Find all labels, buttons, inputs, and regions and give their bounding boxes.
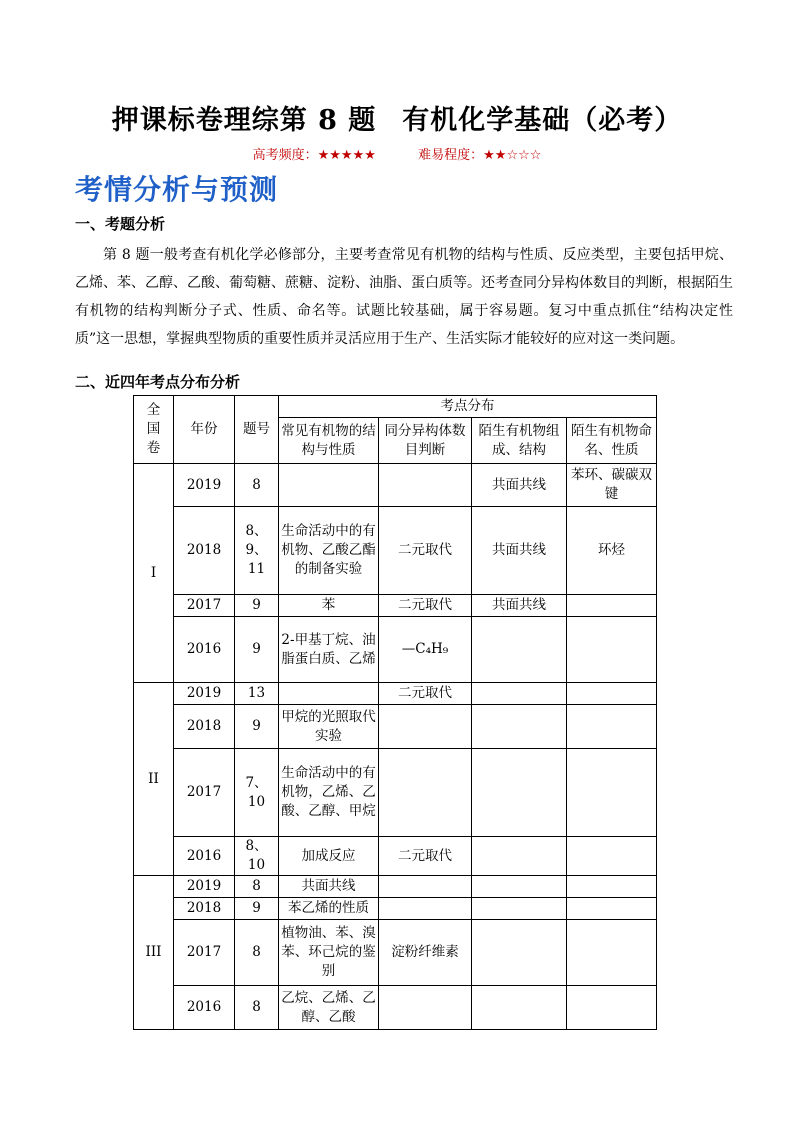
- structure-cell: [472, 898, 567, 920]
- structure-cell: 共面共线: [472, 464, 567, 507]
- year-cell: 2018: [174, 898, 235, 920]
- structure-cell: 共面共线: [472, 507, 567, 595]
- header-sub4: 陌生有机物命名、性质: [567, 418, 657, 464]
- question-cell: 8: [235, 464, 279, 507]
- question-cell: 9: [235, 595, 279, 617]
- year-cell: 2016: [174, 986, 235, 1030]
- topic-cell: [279, 464, 379, 507]
- naming-cell: [567, 749, 657, 837]
- table-row: [134, 507, 657, 595]
- table-row: [134, 749, 657, 837]
- table-row: [134, 683, 657, 705]
- frequency-stars: ★★★★★: [317, 148, 376, 163]
- table-row: [134, 837, 657, 876]
- distribution-table: [133, 395, 657, 1030]
- table-row: [134, 876, 657, 898]
- question-cell: 8、9、11: [235, 507, 279, 595]
- isomer-cell: [379, 464, 472, 507]
- difficulty-label: 难易程度：: [418, 148, 484, 163]
- year-cell: 2017: [174, 749, 235, 837]
- isomer-cell: [379, 898, 472, 920]
- structure-cell: [472, 749, 567, 837]
- naming-cell: [567, 920, 657, 986]
- paper-cell: I: [134, 464, 174, 683]
- isomer-cell: [379, 986, 472, 1030]
- isomer-cell: [379, 749, 472, 837]
- table-row: [134, 986, 657, 1030]
- question-cell: 8、10: [235, 837, 279, 876]
- topic-cell: 生命活动中的有机物，乙烯、乙酸、乙醇、甲烷: [279, 749, 379, 837]
- topic-cell: 乙烷、乙烯、乙醇、乙酸: [279, 986, 379, 1030]
- naming-cell: [567, 837, 657, 876]
- isomer-cell: 淀粉纤维素: [379, 920, 472, 986]
- section-heading-analysis: 一、考题分析: [75, 215, 166, 233]
- title-main: 押课标卷理综第 8 题: [111, 105, 377, 136]
- structure-cell: [472, 876, 567, 898]
- isomer-cell: [379, 876, 472, 898]
- section-banner: 考情分析与预测: [75, 173, 279, 206]
- question-cell: 9: [235, 898, 279, 920]
- year-cell: 2019: [174, 876, 235, 898]
- analysis-paragraph: 第 8 题一般考查有机化学必修部分，主要考查常见有机物的结构与性质、反应类型，主要包括甲烷、乙烯、苯、乙醇、乙酸、葡萄糖、蔗糖、淀粉、油脂、蛋白质等。还考查同分异构体数目的判断，根据陌生有机物的结构判断分子式、性质、命名等。试题比较基础，属于容易题。复习中重点抓住“结构决定性质”这一思想，掌握典型物质的重要性质并灵活应用于生产、生活实际才能较好的应对这一类问题。: [75, 247, 733, 347]
- year-cell: 2019: [174, 464, 235, 507]
- header-sub1: 常见有机物的结构与性质: [279, 418, 379, 464]
- structure-cell: 共面共线: [472, 595, 567, 617]
- year-cell: 2019: [174, 683, 235, 705]
- rating-line: [0, 144, 794, 163]
- naming-cell: 环烃: [567, 507, 657, 595]
- paper-cell: II: [134, 683, 174, 876]
- table-row: [134, 705, 657, 749]
- isomer-cell: —C₄H₉: [379, 617, 472, 683]
- question-cell: 8: [235, 920, 279, 986]
- year-cell: 2017: [174, 595, 235, 617]
- table-row: [134, 464, 657, 507]
- naming-cell: [567, 986, 657, 1030]
- question-cell: 9: [235, 705, 279, 749]
- topic-cell: [279, 683, 379, 705]
- topic-cell: 生命活动中的有机物、乙酸乙酯的制备实验: [279, 507, 379, 595]
- naming-cell: [567, 705, 657, 749]
- question-cell: 9: [235, 617, 279, 683]
- table-row: [134, 920, 657, 986]
- isomer-cell: 二元取代: [379, 507, 472, 595]
- section-heading-distribution: 二、近四年考点分布分析: [75, 373, 241, 391]
- isomer-cell: 二元取代: [379, 837, 472, 876]
- difficulty-stars: ★★☆☆☆: [483, 148, 542, 163]
- question-cell: 7、10: [235, 749, 279, 837]
- topic-cell: 植物油、苯、溴苯、环己烷的鉴别: [279, 920, 379, 986]
- header-sub3: 陌生有机物组成、结构: [472, 418, 567, 464]
- header-group: 考点分布: [279, 396, 657, 418]
- topic-cell: 甲烷的光照取代实验: [279, 705, 379, 749]
- topic-cell: 加成反应: [279, 837, 379, 876]
- question-cell: 13: [235, 683, 279, 705]
- structure-cell: [472, 837, 567, 876]
- topic-cell: 苯: [279, 595, 379, 617]
- paper-cell: III: [134, 876, 174, 1030]
- table-row: [134, 898, 657, 920]
- structure-cell: [472, 683, 567, 705]
- table-row: [134, 617, 657, 683]
- header-sub2: 同分异构体数目判断: [379, 418, 472, 464]
- page-title: [0, 98, 794, 137]
- naming-cell: [567, 595, 657, 617]
- frequency-label: 高考频度：: [252, 148, 318, 163]
- question-cell: 8: [235, 876, 279, 898]
- topic-cell: 共面共线: [279, 876, 379, 898]
- topic-cell: 2-甲基丁烷、油脂蛋白质、乙烯: [279, 617, 379, 683]
- naming-cell: 苯环、碳碳双键: [567, 464, 657, 507]
- naming-cell: [567, 876, 657, 898]
- header-paper: 全国卷: [134, 396, 174, 464]
- year-cell: 2016: [174, 617, 235, 683]
- isomer-cell: 二元取代: [379, 595, 472, 617]
- structure-cell: [472, 617, 567, 683]
- year-cell: 2016: [174, 837, 235, 876]
- topic-cell: 苯乙烯的性质: [279, 898, 379, 920]
- naming-cell: [567, 683, 657, 705]
- structure-cell: [472, 705, 567, 749]
- structure-cell: [472, 986, 567, 1030]
- isomer-cell: 二元取代: [379, 683, 472, 705]
- question-cell: 8: [235, 986, 279, 1030]
- year-cell: 2018: [174, 705, 235, 749]
- table-row: [134, 595, 657, 617]
- year-cell: 2018: [174, 507, 235, 595]
- header-question: 题号: [235, 396, 279, 464]
- title-topic: 有机化学基础（必考）: [402, 105, 683, 136]
- naming-cell: [567, 617, 657, 683]
- naming-cell: [567, 898, 657, 920]
- header-year: 年份: [174, 396, 235, 464]
- year-cell: 2017: [174, 920, 235, 986]
- isomer-cell: [379, 705, 472, 749]
- structure-cell: [472, 920, 567, 986]
